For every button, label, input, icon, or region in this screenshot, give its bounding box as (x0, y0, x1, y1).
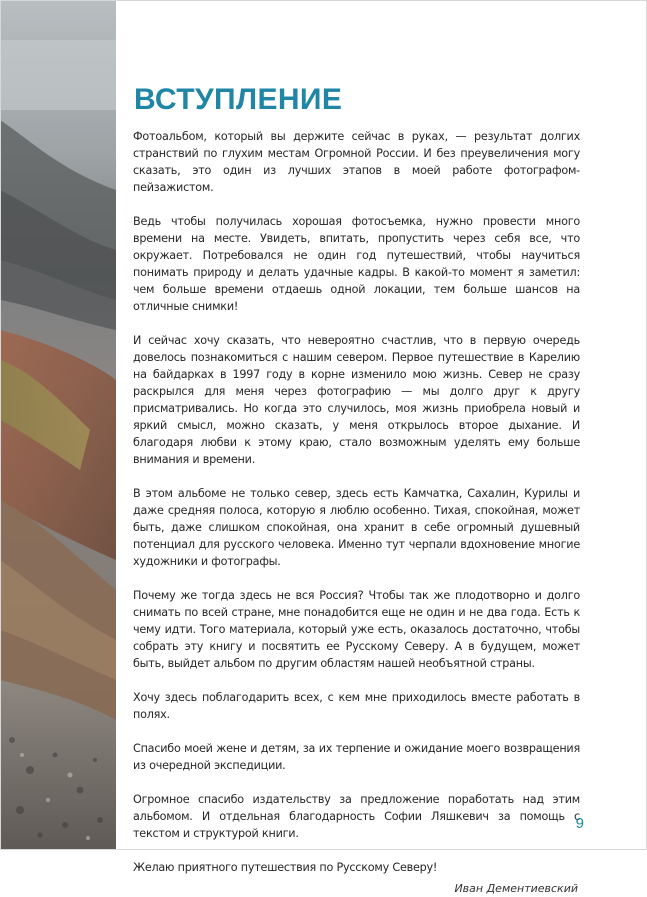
paragraph: В этом альбоме не только север, здесь есть Камчатка, Сахалин, Курилы и даже средняя полоса, которую я люблю особенно. Тихая, спокойная, может быть, даже слишком спокойная, она хранит в себе огромный душевный потенциал для русского человека. Именно тут черпали вдохновение многие художники и фотографы. (133, 487, 580, 568)
paragraph: И сейчас хочу сказать, что невероятно счастлив, что в первую очередь довелось познакомиться с нашим севером. Первое путешествие в Карелию на байдарках в 1997 году в корне изменило мою жизнь. Север не сразу раскрылся для меня через фотографию — мы долго друг к другу присматривались. Но когда это случилось, моя жизнь приобрела новый и яркий смысл, можно сказать, у меня открылось второе дыхание. И благодаря любви к этому краю, стало возможным уделять ему больше внимания и времени. (133, 334, 580, 466)
page-number: 9 (575, 815, 584, 832)
page-title: ВСТУПЛЕНИЕ (134, 83, 343, 116)
intro-text (133, 128, 580, 897)
paragraph: Желаю приятного путешествия по Русскому Северу! (133, 861, 438, 874)
paragraph: Огромное спасибо издательству за предложение поработать над этим альбомом. И отдельная благодарность Софии Ляшкевич за помощь с текстом и структурой книги. (133, 793, 580, 840)
mountain-slope-photo (0, 0, 116, 850)
paragraph: Ведь чтобы получилась хорошая фотосъемка, нужно провести много времени на месте. Увидеть, впитать, пропустить через себя все, что окружает. Потребовался не один год путешествий, чтобы научиться понимать природу и делать удачные кадры. В какой-то момент я заметил: чем больше времени отдаешь одной локации, тем больше шансов на отличные снимки! (133, 215, 580, 313)
paragraph: Фотоальбом, который вы держите сейчас в руках, — результат долгих странствий по глухим местам Огромной России. И без преувеличения могу сказать, это один из лучших этапов в моей работе фотографом-пейзажистом. (133, 130, 580, 194)
author-signature: Иван Дементиевский (454, 882, 578, 895)
paragraph: Почему же тогда здесь не вся Россия? Чтобы так же плодотворно и долго снимать по всей стране, мне понадобится еще не один и не два года. Есть к чему идти. Того материала, который уже есть, оказалось достаточно, чтобы собрать эту книгу и посвятить ее Русскому Северу. А в будущем, может быть, выйдет альбом по другим областям нашей необъятной страны. (133, 589, 580, 670)
paragraph: Хочу здесь поблагодарить всех, с кем мне приходилось вместе работать в полях. (133, 691, 580, 721)
landscape-photo-strip (0, 0, 116, 850)
paragraph: Спасибо моей жене и детям, за их терпение и ожидание моего возвращения из очередной экспедиции. (133, 742, 580, 772)
